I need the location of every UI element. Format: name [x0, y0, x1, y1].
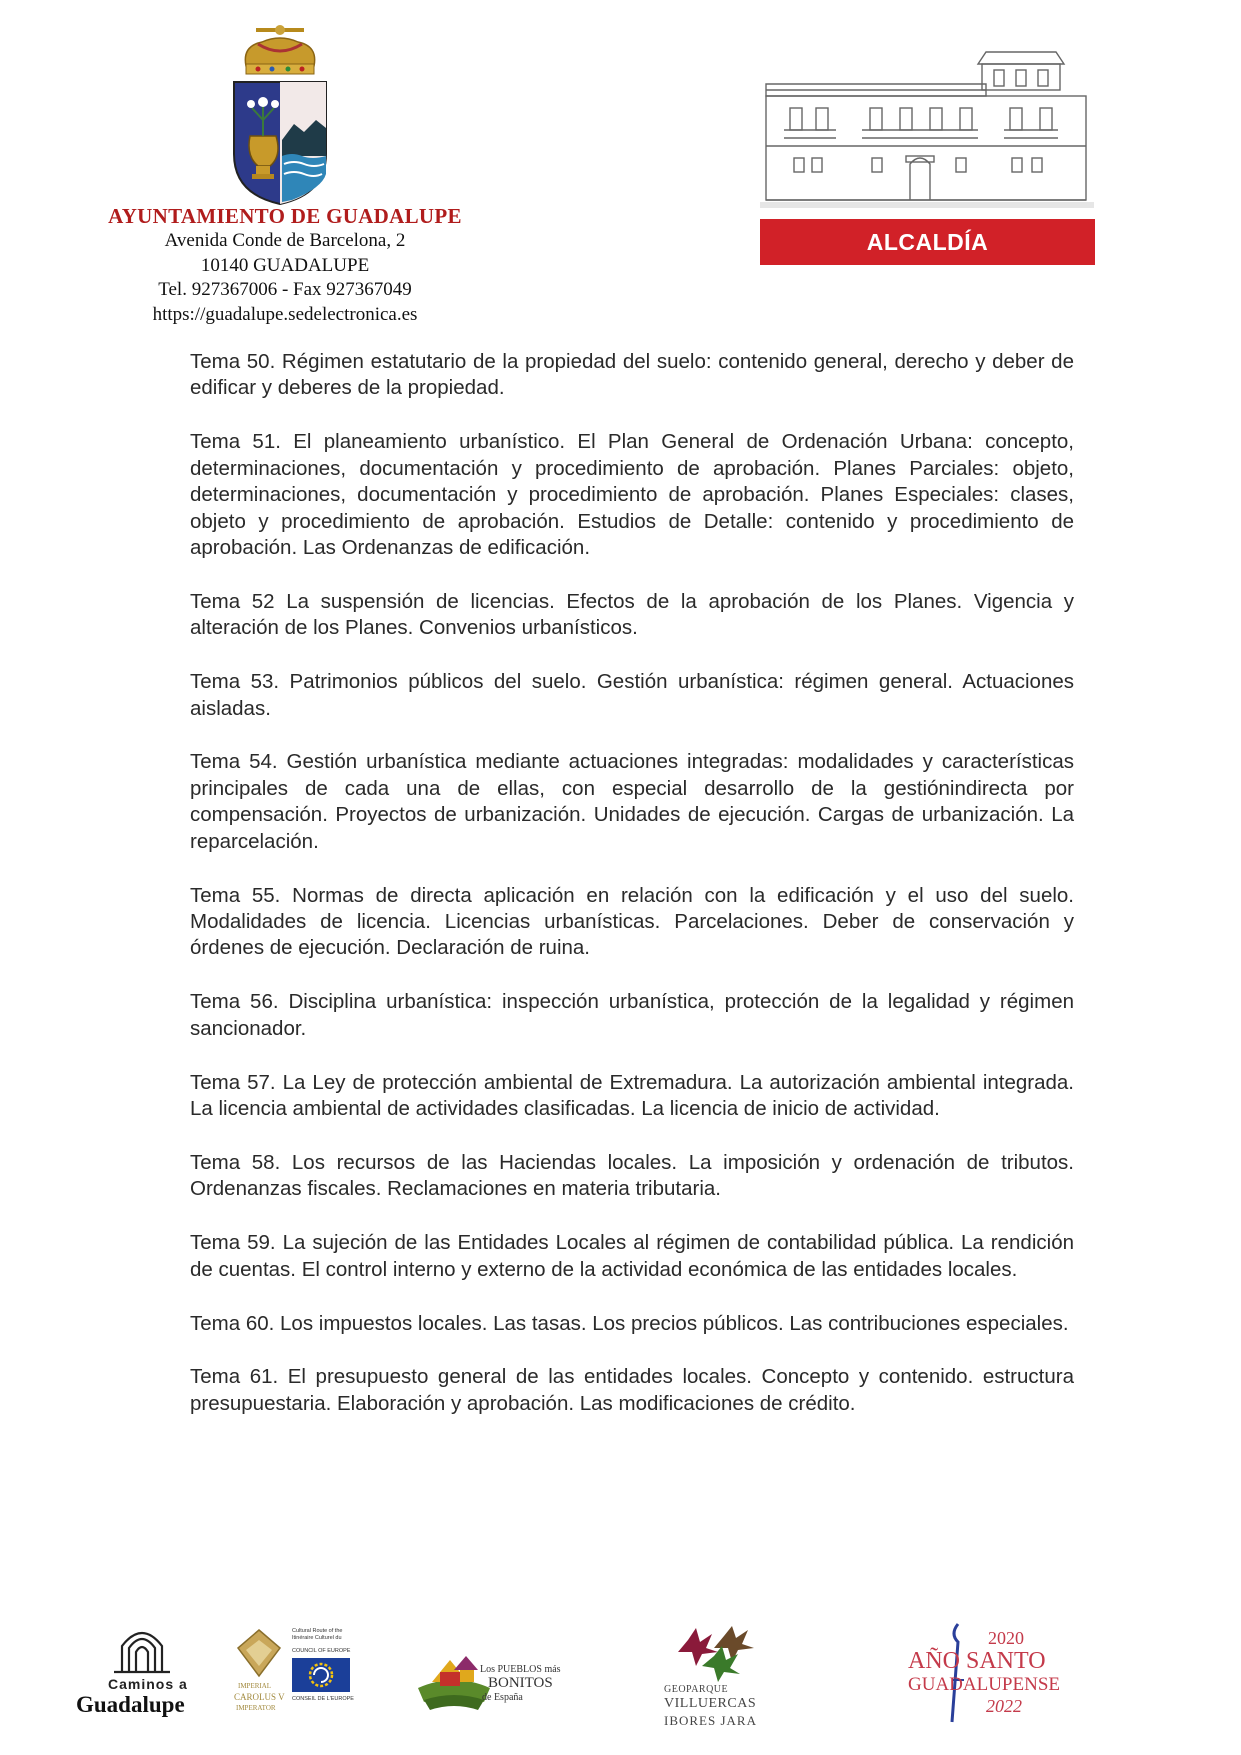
tema-56: Tema 56. Disciplina urbanística: inspección urbanística, protección de la legalidad y régimen sancionador. — [190, 990, 1074, 1040]
caminos-guadalupe-logo — [74, 1618, 210, 1718]
conseil-text: CONSEIL DE L'EUROPE — [292, 1696, 354, 1702]
organization-block — [60, 203, 510, 327]
org-website: https://guadalupe.sedelectronica.es — [152, 303, 418, 325]
carolus-line2: CAROLUS V — [234, 1692, 285, 1702]
pueblos-line1: Los PUEBLOS más — [480, 1664, 561, 1675]
tema-54: Tema 54. Gestión urbanística mediante actuaciones integradas: modalidades y características principales de cada una de ellas, con especial desarrollo de la gestiónindirecta por compensación. Proyectos de urbanización. Unidades de ejecución. Cargas de urbanización. La reparcelación. — [190, 750, 1074, 853]
tema-58: Tema 58. Los recursos de las Haciendas locales. La imposición y ordenación de tributos. Ordenanzas fiscales. Reclamaciones en materia tributaria. — [190, 1150, 1074, 1201]
tema-55: Tema 55. Normas de directa aplicación en relación con la edificación y el uso del suelo. Modalidades de licencia. Licencias urbanísticas. Parcelaciones. Deber de conservación y órdenes de ejecución. Declaración de ruina. — [190, 883, 1074, 960]
tema-61: Tema 61. El presupuesto general de las entidades locales. Concepto y contenido. estructura presupuestaria. Elaboración y aprobación. Las modificaciones de crédito. — [190, 1365, 1074, 1415]
carolus-seal-icon — [234, 1628, 284, 1680]
org-city: 10140 GUADALUPE — [200, 254, 370, 276]
department-banner: ALCALDÍA — [760, 219, 1095, 265]
village-icon — [414, 1642, 492, 1712]
ano-year-end: 2022 — [986, 1696, 1022, 1716]
council-of-europe-icon — [292, 1658, 350, 1692]
route-text: Cultural Route of the Itinéraire Culturel du — [292, 1628, 343, 1641]
pueblos-line2: BONITOS — [488, 1675, 553, 1691]
geo-line1: GEOPARQUE — [664, 1684, 729, 1695]
org-phone-fax: Tel. 927367006 - Fax 927367049 — [158, 279, 412, 300]
tema-57: Tema 57. La Ley de protección ambiental de Extremadura. La autorización ambiental integrada. La licencia ambiental de actividades clasificadas. La licencia de inicio de actividad. — [190, 1070, 1074, 1121]
coat-of-arms-icon — [232, 24, 328, 206]
arch-icon — [74, 1618, 210, 1674]
carolus-line1: IMPERIAL — [238, 1682, 272, 1690]
tema-59: Tema 59. La sujeción de las Entidades Locales al régimen de contabilidad pública. La rendición de cuentas. El control interno y externo de la actividad económica de las entidades locales. — [190, 1231, 1074, 1281]
geoparque-logo — [658, 1622, 778, 1730]
org-address: Avenida Conde de Barcelona, 2 — [164, 230, 406, 251]
ano-year-start: 2020 — [988, 1628, 1024, 1648]
geo-line3: IBORES JARA — [664, 1713, 757, 1728]
carolus-council-europe-logo — [234, 1628, 360, 1722]
pueblos-bonitos-logo — [414, 1640, 562, 1716]
pueblos-line3: de España — [482, 1692, 523, 1703]
org-name: AYUNTAMIENTO DE GUADALUPE — [108, 204, 462, 228]
council-text: COUNCIL OF EUROPE — [292, 1648, 351, 1654]
tema-60: Tema 60. Los impuestos locales. Las tasas. Los precios públicos. Las contribuciones especiales. — [190, 1311, 1069, 1335]
ano-line1: AÑO SANTO — [908, 1648, 1046, 1674]
tema-52: Tema 52 La suspensión de licencias. Efectos de la aprobación de los Planes. Vigencia y alteración de los Planes. Convenios urbanísticos. — [190, 589, 1074, 640]
town-hall-building-icon — [760, 46, 1094, 208]
geo-line2: VILLUERCAS — [664, 1696, 757, 1711]
caminos-line2: Guadalupe — [76, 1692, 185, 1717]
tema-50: Tema 50. Régimen estatutario de la propiedad del suelo: contenido general, derecho y deber de edificar y deberes de la propiedad. — [190, 350, 1074, 400]
ano-line2: GUADALUPENSE — [908, 1674, 1060, 1695]
carolus-line3: IMPERATOR — [236, 1704, 276, 1712]
temario-list — [190, 349, 1074, 1445]
ano-santo-logo — [906, 1620, 1060, 1726]
caminos-line1: Caminos a — [108, 1676, 188, 1692]
tema-53: Tema 53. Patrimonios públicos del suelo. Gestión urbanística: régimen general. Actuaciones aisladas. — [190, 670, 1074, 720]
tema-51: Tema 51. El planeamiento urbanístico. El Plan General de Ordenación Urbana: concepto, determinaciones, documentación y procedimiento de aprobación. Planes Parciales: objeto, determinaciones, documentación y procedimiento de aprobación. Planes Especiales: clases, objeto y procedimiento de aprobación. Estudios de Detalle: contenido y procedimiento de aprobación. Las Ordenanzas de edificación. — [190, 430, 1074, 559]
geoparque-leaves-icon — [658, 1622, 778, 1682]
